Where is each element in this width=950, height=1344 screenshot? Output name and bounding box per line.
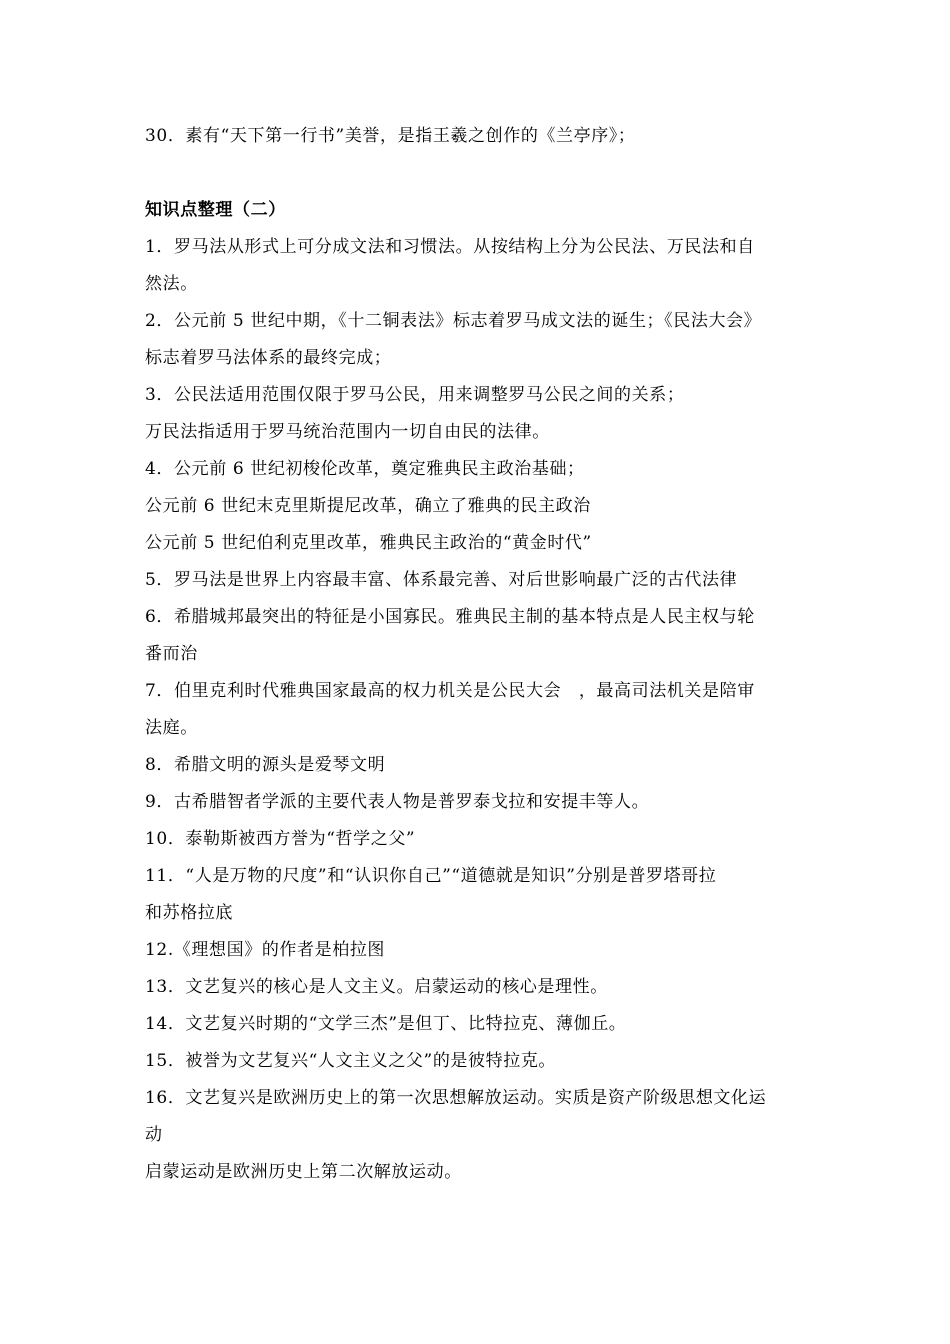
text-line: 6．希腊城邦最突出的特征是小国寡民。雅典民主制的基本特点是人民主权与轮 (145, 607, 755, 627)
text-line: 3．公民法适用范围仅限于罗马公民，用来调整罗马公民之间的关系； (145, 385, 685, 405)
text-line: 11．“人是万物的尺度”和“认识你自己”“道德就是知识”分别是普罗塔哥拉 (145, 866, 717, 886)
text-line: 法庭。 (145, 718, 198, 738)
text-line: 公元前 5 世纪伯利克里改革，雅典民主政治的“黄金时代” (145, 533, 592, 553)
text-line: 1．罗马法从形式上可分成文法和习惯法。从按结构上分为公民法、万民法和自 (145, 237, 755, 257)
text-line: 14．文艺复兴时期的“文学三杰”是但丁、比特拉克、薄伽丘。 (145, 1014, 627, 1034)
text-line: 公元前 6 世纪末克里斯提尼改革，确立了雅典的民主政治 (145, 496, 591, 516)
text-line: 然法。 (145, 274, 198, 294)
text-line: 8．希腊文明的源头是爱琴文明 (145, 755, 386, 775)
text-line: 15．被誉为文艺复兴“人文主义之父”的是彼特拉克。 (145, 1051, 557, 1071)
text-line: 7．伯里克利时代雅典国家最高的权力机关是公民大会 ，最高司法机关是陪审 (145, 681, 755, 701)
text-line: 和苏格拉底 (145, 903, 233, 923)
text-line: 启蒙运动是欧洲历史上第二次解放运动。 (145, 1162, 462, 1182)
text-line: 标志着罗马法体系的最终完成； (145, 348, 392, 368)
text-line: 动 (145, 1125, 163, 1145)
text-line: 16．文艺复兴是欧洲历史上的第一次思想解放运动。实质是资产阶级思想文化运 (145, 1088, 767, 1108)
text-line: 2．公元前 5 世纪中期，《十二铜表法》标志着罗马成文法的诞生；《民法大会》 (145, 311, 762, 331)
text-line: 13．文艺复兴的核心是人文主义。启蒙运动的核心是理性。 (145, 977, 608, 997)
text-line: 番而治 (145, 644, 198, 664)
text-line: 10．泰勒斯被西方誉为“哲学之父” (145, 829, 416, 849)
text-line: 5．罗马法是世界上内容最丰富、体系最完善、对后世影响最广泛的古代法律 (145, 570, 738, 590)
text-line: 12.《理想国》的作者是柏拉图 (145, 940, 386, 960)
section-title: 知识点整理（二） (145, 200, 286, 220)
text-line: 9．古希腊智者学派的主要代表人物是普罗泰戈拉和安提丰等人。 (145, 792, 650, 812)
text-line: 4．公元前 6 世纪初梭伦改革，奠定雅典民主政治基础； (145, 459, 585, 479)
intro-line: 30．素有“天下第一行书”美誉，是指王羲之创作的《兰亭序》； (145, 126, 636, 146)
text-line: 万民法指适用于罗马统治范围内一切自由民的法律。 (145, 422, 550, 442)
